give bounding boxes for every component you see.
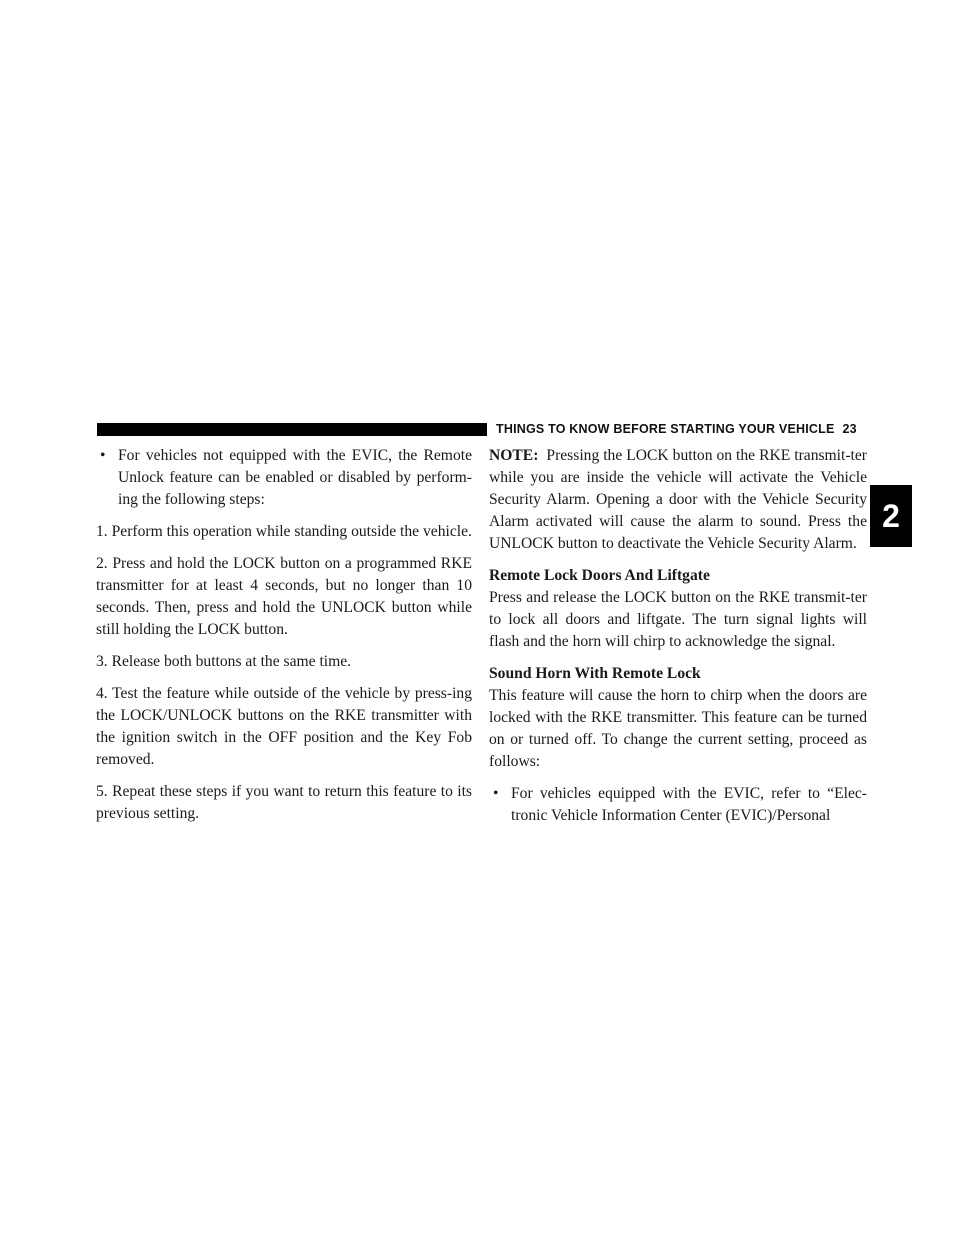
header-rule — [97, 423, 487, 436]
section-text-sound-horn: This feature will cause the horn to chirp when the doors are locked with the RKE transmitter. This feature can be turned on or turned off. To change the current setting, proceed as follows: — [489, 687, 867, 770]
bullet-icon: • — [100, 447, 106, 464]
section-heading-remote-lock: Remote Lock Doors And Liftgate — [489, 567, 710, 584]
header-title: THINGS TO KNOW BEFORE STARTING YOUR VEHICLE — [496, 422, 835, 436]
bullet-text: For vehicles not equipped with the EVIC, the Remote Unlock feature can be enabled or disabled by perform-ing the following steps: — [118, 447, 472, 508]
note-text: Pressing the LOCK button on the RKE transmit-ter while you are inside the vehicle will activate the Vehicle Security Alarm. Opening a door with the Vehicle Security Alarm activated will cause the alarm to sound. Press the UNLOCK button to deactivate the Vehicle Security Alarm. — [489, 447, 867, 552]
right-column — [489, 445, 867, 837]
bullet-text: For vehicles equipped with the EVIC, refer to “Elec-tronic Vehicle Information Center (EVIC)/Personal — [511, 785, 867, 824]
step-2: 2. Press and hold the LOCK button on a programmed RKE transmitter for at least 4 seconds, but no longer than 10 seconds. Then, press and hold the UNLOCK button while still holding the LOCK button. — [96, 555, 472, 638]
step-1: 1. Perform this operation while standing outside the vehicle. — [96, 523, 472, 540]
step-5: 5. Repeat these steps if you want to return this feature to its previous setting. — [96, 783, 472, 822]
left-column — [96, 445, 472, 835]
section-heading-sound-horn: Sound Horn With Remote Lock — [489, 665, 701, 682]
note-paragraph — [489, 445, 867, 555]
running-header — [496, 419, 876, 439]
step-3: 3. Release both buttons at the same time. — [96, 653, 352, 670]
chapter-tab: 2 — [870, 485, 912, 547]
section-text-remote-lock: Press and release the LOCK button on the RKE transmit-ter to lock all doors and liftgate. The turn signal lights will flash and the horn will chirp to acknowledge the signal. — [489, 589, 867, 650]
bullet-item — [96, 445, 472, 511]
step-4: 4. Test the feature while outside of the vehicle by press-ing the LOCK/UNLOCK buttons on the RKE transmitter with the ignition switch in the OFF position and the Key Fob removed. — [96, 685, 472, 768]
bullet-item — [489, 783, 867, 827]
note-label: NOTE: — [489, 447, 539, 464]
page-number: 23 — [842, 422, 857, 436]
bullet-icon: • — [493, 785, 499, 802]
